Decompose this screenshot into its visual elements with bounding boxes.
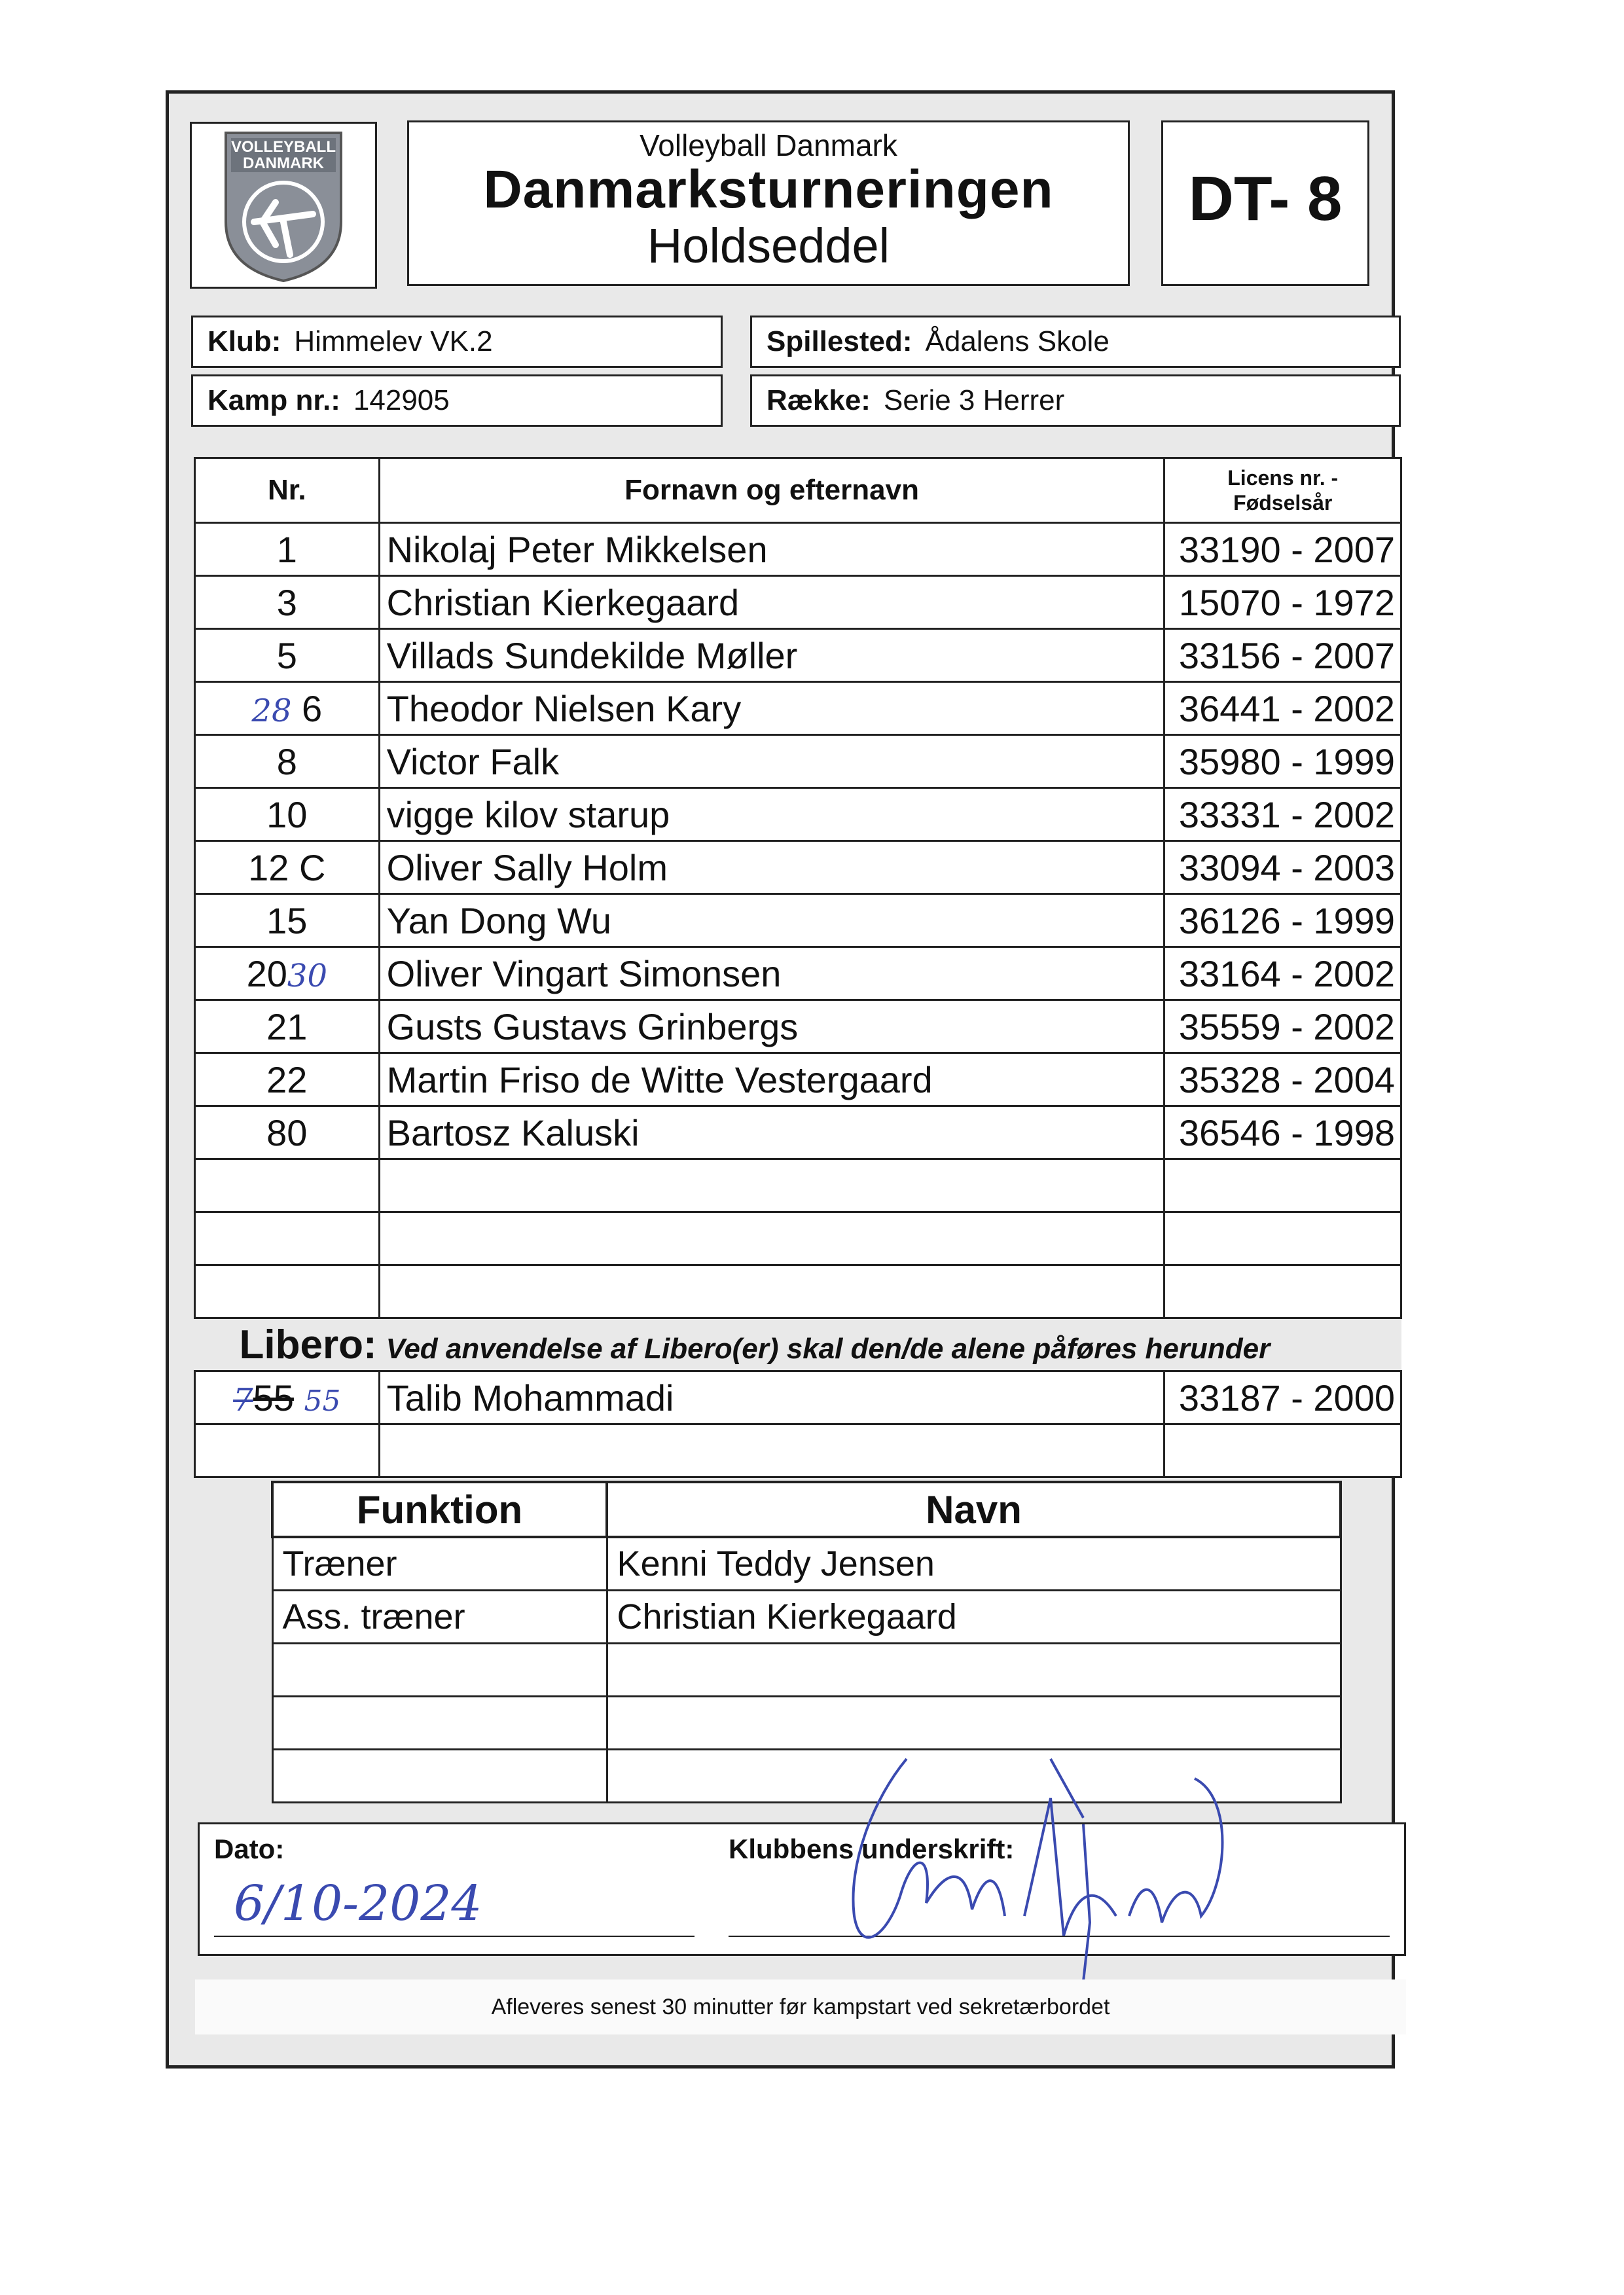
table-row [195, 1106, 1401, 1159]
player-name: Oliver Vingart Simonsen [379, 947, 1164, 1000]
libero-row [195, 1371, 1401, 1424]
empty-row [272, 1644, 1341, 1697]
table-row [195, 523, 1401, 576]
player-name: Bartosz Kaluski [379, 1106, 1164, 1159]
player-license: 33331 - 2002 [1164, 788, 1401, 841]
venue-field [750, 316, 1401, 368]
col-staff-name-header: Navn [607, 1482, 1341, 1537]
player-nr: 1 [195, 523, 380, 576]
doc-type: Holdseddel [647, 219, 890, 273]
handwritten-number: 28 [251, 692, 292, 729]
player-license: 33164 - 2002 [1164, 947, 1401, 1000]
player-nr-cell [195, 947, 380, 1000]
player-license: 33094 - 2003 [1164, 841, 1401, 894]
table-row [195, 894, 1401, 947]
table-row [195, 947, 1401, 1000]
player-nr: 10 [195, 788, 380, 841]
table-row [195, 788, 1401, 841]
table-row [195, 629, 1401, 682]
club-signature-label: Klubbens underskrift: [729, 1834, 1015, 1864]
staff-name: Christian Kierkegaard [607, 1591, 1341, 1644]
signature-box [198, 1822, 1406, 1956]
table-row [195, 841, 1401, 894]
staff-function: Ass. træner [272, 1591, 607, 1644]
logo-line-1: VOLLEYBALL [231, 138, 336, 156]
table-row [195, 682, 1401, 735]
col-license-line-2: Fødselsår [1233, 491, 1333, 515]
date-line [214, 1936, 695, 1937]
player-name: Villads Sundekilde Møller [379, 629, 1164, 682]
libero-name: Talib Mohammadi [379, 1371, 1164, 1424]
libero-header-row [195, 1318, 1401, 1371]
footer-note: Afleveres senest 30 minutter før kampstart ved sekretærbordet [195, 1979, 1406, 2034]
player-nr: 20 [246, 952, 287, 994]
club-field [191, 316, 723, 368]
player-license: 33190 - 2007 [1164, 523, 1401, 576]
player-nr-cell [195, 682, 380, 735]
libero-label: Libero: [239, 1322, 377, 1367]
venue-value: Ådalens Skole [925, 325, 1110, 357]
club-value: Himmelev VK.2 [294, 325, 493, 357]
title-box [407, 120, 1130, 286]
player-license: 15070 - 1972 [1164, 576, 1401, 629]
player-name: Yan Dong Wu [379, 894, 1164, 947]
handwritten-number: 30 [287, 957, 327, 994]
player-name: Victor Falk [379, 735, 1164, 788]
player-nr: 3 [195, 576, 380, 629]
staff-name: Kenni Teddy Jensen [607, 1537, 1341, 1591]
table-row [195, 735, 1401, 788]
libero-nr-cell [195, 1371, 380, 1424]
table-row [195, 1053, 1401, 1106]
player-nr: 8 [195, 735, 380, 788]
date-value: 6/10-2024 [234, 1875, 482, 1932]
date-label: Dato: [214, 1834, 285, 1864]
table-row [195, 576, 1401, 629]
col-name-header: Fornavn og efternavn [379, 458, 1164, 523]
player-nr: 6 [302, 687, 323, 729]
player-nr: 21 [195, 1000, 380, 1053]
handwritten-number: 55 [304, 1384, 341, 1418]
empty-row [195, 1424, 1401, 1477]
libero-note: Ved anvendelse af Libero(er) skal den/de alene påføres herunder [386, 1332, 1271, 1365]
match-value: 142905 [353, 384, 450, 416]
col-function-header: Funktion [272, 1482, 607, 1537]
volleyball-danmark-logo [192, 124, 375, 287]
player-license: 35328 - 2004 [1164, 1053, 1401, 1106]
player-nr: 12 C [195, 841, 380, 894]
player-nr: 80 [195, 1106, 380, 1159]
club-label: Klub: [208, 325, 281, 357]
col-license-line-1: Licens nr. - [1227, 466, 1339, 490]
code-box [1161, 120, 1369, 286]
match-field [191, 374, 723, 427]
player-license: 36126 - 1999 [1164, 894, 1401, 947]
logo-line-2: DANMARK [243, 154, 324, 172]
players-table [194, 457, 1402, 1478]
logo-box [190, 122, 377, 289]
club-signature [776, 1720, 1273, 1981]
libero-nr: 55 [253, 1377, 294, 1419]
player-name: Gusts Gustavs Grinbergs [379, 1000, 1164, 1053]
table-row [195, 1000, 1401, 1053]
player-name: Theodor Nielsen Kary [379, 682, 1164, 735]
player-license: 35980 - 1999 [1164, 735, 1401, 788]
row-label: Række: [767, 384, 871, 416]
player-name: vigge kilov starup [379, 788, 1164, 841]
player-name: Nikolaj Peter Mikkelsen [379, 523, 1164, 576]
player-license: 36441 - 2002 [1164, 682, 1401, 735]
form-code: DT- 8 [1188, 164, 1343, 234]
row-field [750, 374, 1401, 427]
player-license: 33156 - 2007 [1164, 629, 1401, 682]
player-nr: 22 [195, 1053, 380, 1106]
table-row [272, 1591, 1341, 1644]
org-name: Volleyball Danmark [640, 128, 897, 162]
handwritten-struck-number: 7 [233, 1381, 253, 1419]
staff-function: Træner [272, 1537, 607, 1591]
venue-label: Spillested: [767, 325, 912, 357]
empty-row [195, 1265, 1401, 1318]
page-title: Danmarksturneringen [483, 160, 1054, 219]
col-license-header [1164, 458, 1401, 523]
libero-license: 33187 - 2000 [1164, 1371, 1401, 1424]
row-value: Serie 3 Herrer [883, 384, 1065, 416]
player-license: 36546 - 1998 [1164, 1106, 1401, 1159]
col-nr-header: Nr. [195, 458, 380, 523]
player-nr: 5 [195, 629, 380, 682]
player-name: Oliver Sally Holm [379, 841, 1164, 894]
player-license: 35559 - 2002 [1164, 1000, 1401, 1053]
table-row [272, 1537, 1341, 1591]
player-nr: 15 [195, 894, 380, 947]
empty-row [195, 1212, 1401, 1265]
empty-row [195, 1159, 1401, 1212]
player-name: Martin Friso de Witte Vestergaard [379, 1053, 1164, 1106]
player-name: Christian Kierkegaard [379, 576, 1164, 629]
match-label: Kamp nr.: [208, 384, 340, 416]
